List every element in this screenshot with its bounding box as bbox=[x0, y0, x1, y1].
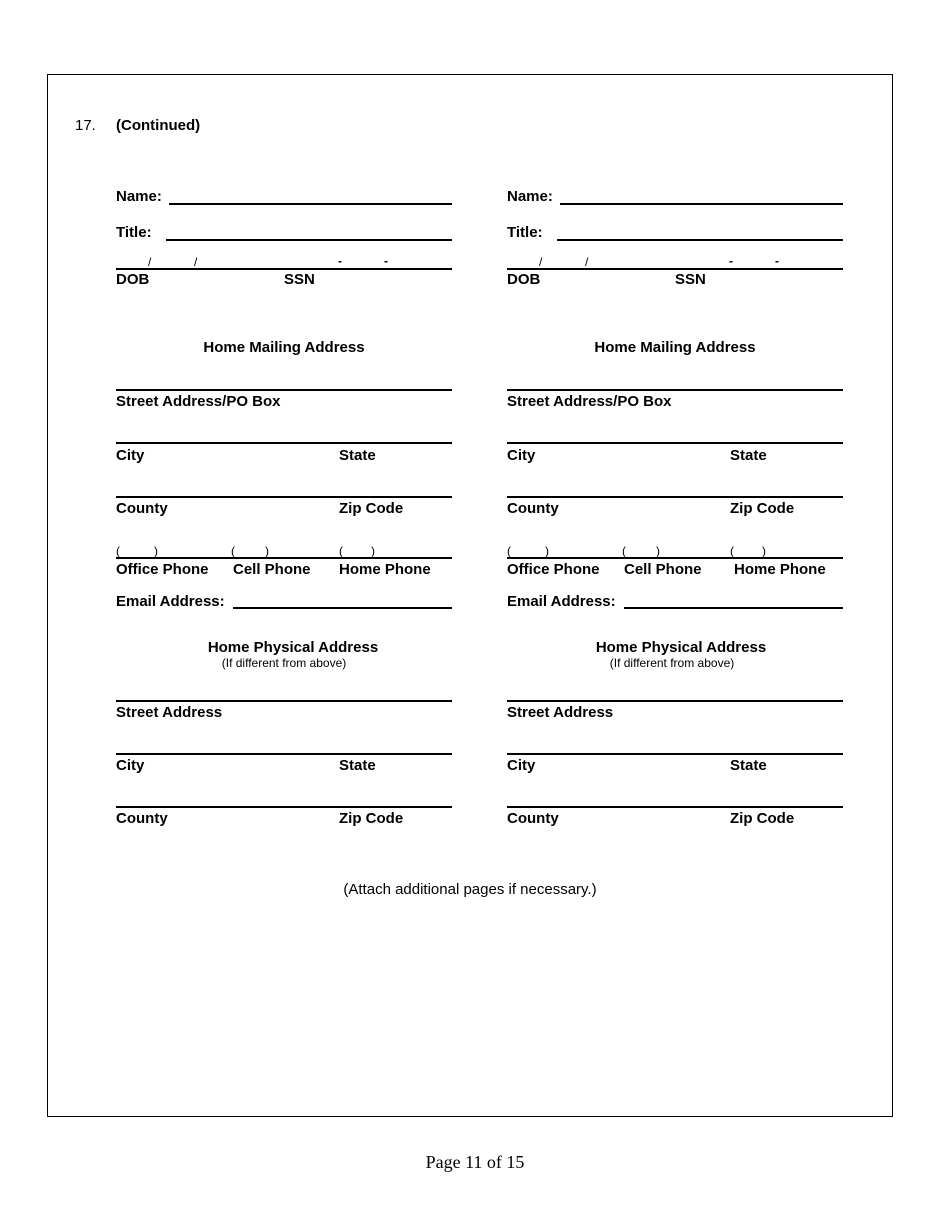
county-label-2: County bbox=[507, 810, 559, 827]
county-label: County bbox=[116, 500, 168, 517]
home-phone-label: Home Phone bbox=[339, 561, 431, 578]
city-label-2: City bbox=[116, 757, 145, 774]
cell-phone-paren-close: ) bbox=[265, 544, 269, 558]
name-label: Name: bbox=[507, 188, 553, 205]
physical-address-heading: Home Physical Address bbox=[207, 639, 379, 656]
section-number: 17. bbox=[75, 117, 96, 134]
section-title: (Continued) bbox=[116, 117, 201, 134]
email-field[interactable] bbox=[624, 607, 843, 609]
name-field[interactable] bbox=[560, 203, 843, 205]
ssn-dash-2: - bbox=[775, 254, 779, 268]
city-label: City bbox=[507, 447, 536, 464]
office-phone-label: Office Phone bbox=[507, 561, 600, 578]
dob-slash-2: / bbox=[194, 255, 198, 269]
cell-phone-label: Cell Phone bbox=[624, 561, 702, 578]
city-state-field[interactable] bbox=[507, 442, 843, 444]
dob-ssn-field[interactable] bbox=[507, 268, 843, 270]
ssn-label: SSN bbox=[284, 271, 315, 288]
dob-slash-2: / bbox=[585, 255, 589, 269]
cell-phone-label: Cell Phone bbox=[233, 561, 311, 578]
zip-label: Zip Code bbox=[339, 500, 404, 517]
title-label: Title: bbox=[507, 224, 543, 241]
street-label: Street Address bbox=[116, 704, 223, 721]
dob-slash-1: / bbox=[539, 255, 543, 269]
physical-address-heading: Home Physical Address bbox=[595, 639, 767, 656]
dob-slash-1: / bbox=[148, 255, 152, 269]
home-phone-label: Home Phone bbox=[734, 561, 826, 578]
title-field[interactable] bbox=[166, 239, 452, 241]
county-zip-field[interactable] bbox=[507, 496, 843, 498]
zip-label-2: Zip Code bbox=[730, 810, 795, 827]
dob-label: DOB bbox=[507, 271, 541, 288]
state-label-2: State bbox=[730, 757, 767, 774]
ssn-dash-1: - bbox=[338, 254, 342, 268]
city-state-field-2[interactable] bbox=[507, 753, 843, 755]
state-label: State bbox=[730, 447, 767, 464]
street-po-label: Street Address/PO Box bbox=[116, 393, 281, 410]
zip-label: Zip Code bbox=[730, 500, 795, 517]
attach-note: (Attach additional pages if necessary.) bbox=[343, 881, 597, 898]
physical-address-note: (If different from above) bbox=[609, 656, 735, 670]
cell-phone-paren-open: ( bbox=[622, 544, 626, 558]
county-zip-field-2[interactable] bbox=[116, 806, 452, 808]
title-field[interactable] bbox=[557, 239, 843, 241]
cell-phone-paren-close: ) bbox=[656, 544, 660, 558]
home-phone-paren-open: ( bbox=[730, 544, 734, 558]
dob-ssn-field[interactable] bbox=[116, 268, 452, 270]
office-phone-paren-close: ) bbox=[545, 544, 549, 558]
office-phone-paren-close: ) bbox=[154, 544, 158, 558]
state-label: State bbox=[339, 447, 376, 464]
cell-phone-paren-open: ( bbox=[231, 544, 235, 558]
email-label: Email Address: bbox=[116, 593, 225, 610]
city-label-2: City bbox=[507, 757, 536, 774]
street-po-field[interactable] bbox=[116, 389, 452, 391]
street-field[interactable] bbox=[507, 700, 843, 702]
street-po-label: Street Address/PO Box bbox=[507, 393, 672, 410]
street-field[interactable] bbox=[116, 700, 452, 702]
physical-address-note: (If different from above) bbox=[221, 656, 347, 670]
phones-field[interactable] bbox=[507, 557, 843, 559]
home-phone-paren-open: ( bbox=[339, 544, 343, 558]
ssn-dash-2: - bbox=[384, 254, 388, 268]
city-state-field[interactable] bbox=[116, 442, 452, 444]
ssn-label: SSN bbox=[675, 271, 706, 288]
title-label: Title: bbox=[116, 224, 152, 241]
phones-field[interactable] bbox=[116, 557, 452, 559]
mailing-address-heading: Home Mailing Address bbox=[594, 339, 756, 356]
home-phone-paren-close: ) bbox=[371, 544, 375, 558]
office-phone-paren-open: ( bbox=[116, 544, 120, 558]
state-label-2: State bbox=[339, 757, 376, 774]
city-label: City bbox=[116, 447, 145, 464]
street-label: Street Address bbox=[507, 704, 614, 721]
name-label: Name: bbox=[116, 188, 162, 205]
email-label: Email Address: bbox=[507, 593, 616, 610]
dob-label: DOB bbox=[116, 271, 150, 288]
mailing-address-heading: Home Mailing Address bbox=[203, 339, 365, 356]
zip-label-2: Zip Code bbox=[339, 810, 404, 827]
email-field[interactable] bbox=[233, 607, 452, 609]
office-phone-label: Office Phone bbox=[116, 561, 209, 578]
ssn-dash-1: - bbox=[729, 254, 733, 268]
name-field[interactable] bbox=[169, 203, 452, 205]
county-label: County bbox=[507, 500, 559, 517]
city-state-field-2[interactable] bbox=[116, 753, 452, 755]
page-number: Page 11 of 15 bbox=[425, 1152, 525, 1172]
street-po-field[interactable] bbox=[507, 389, 843, 391]
county-zip-field-2[interactable] bbox=[507, 806, 843, 808]
office-phone-paren-open: ( bbox=[507, 544, 511, 558]
county-label-2: County bbox=[116, 810, 168, 827]
county-zip-field[interactable] bbox=[116, 496, 452, 498]
home-phone-paren-close: ) bbox=[762, 544, 766, 558]
